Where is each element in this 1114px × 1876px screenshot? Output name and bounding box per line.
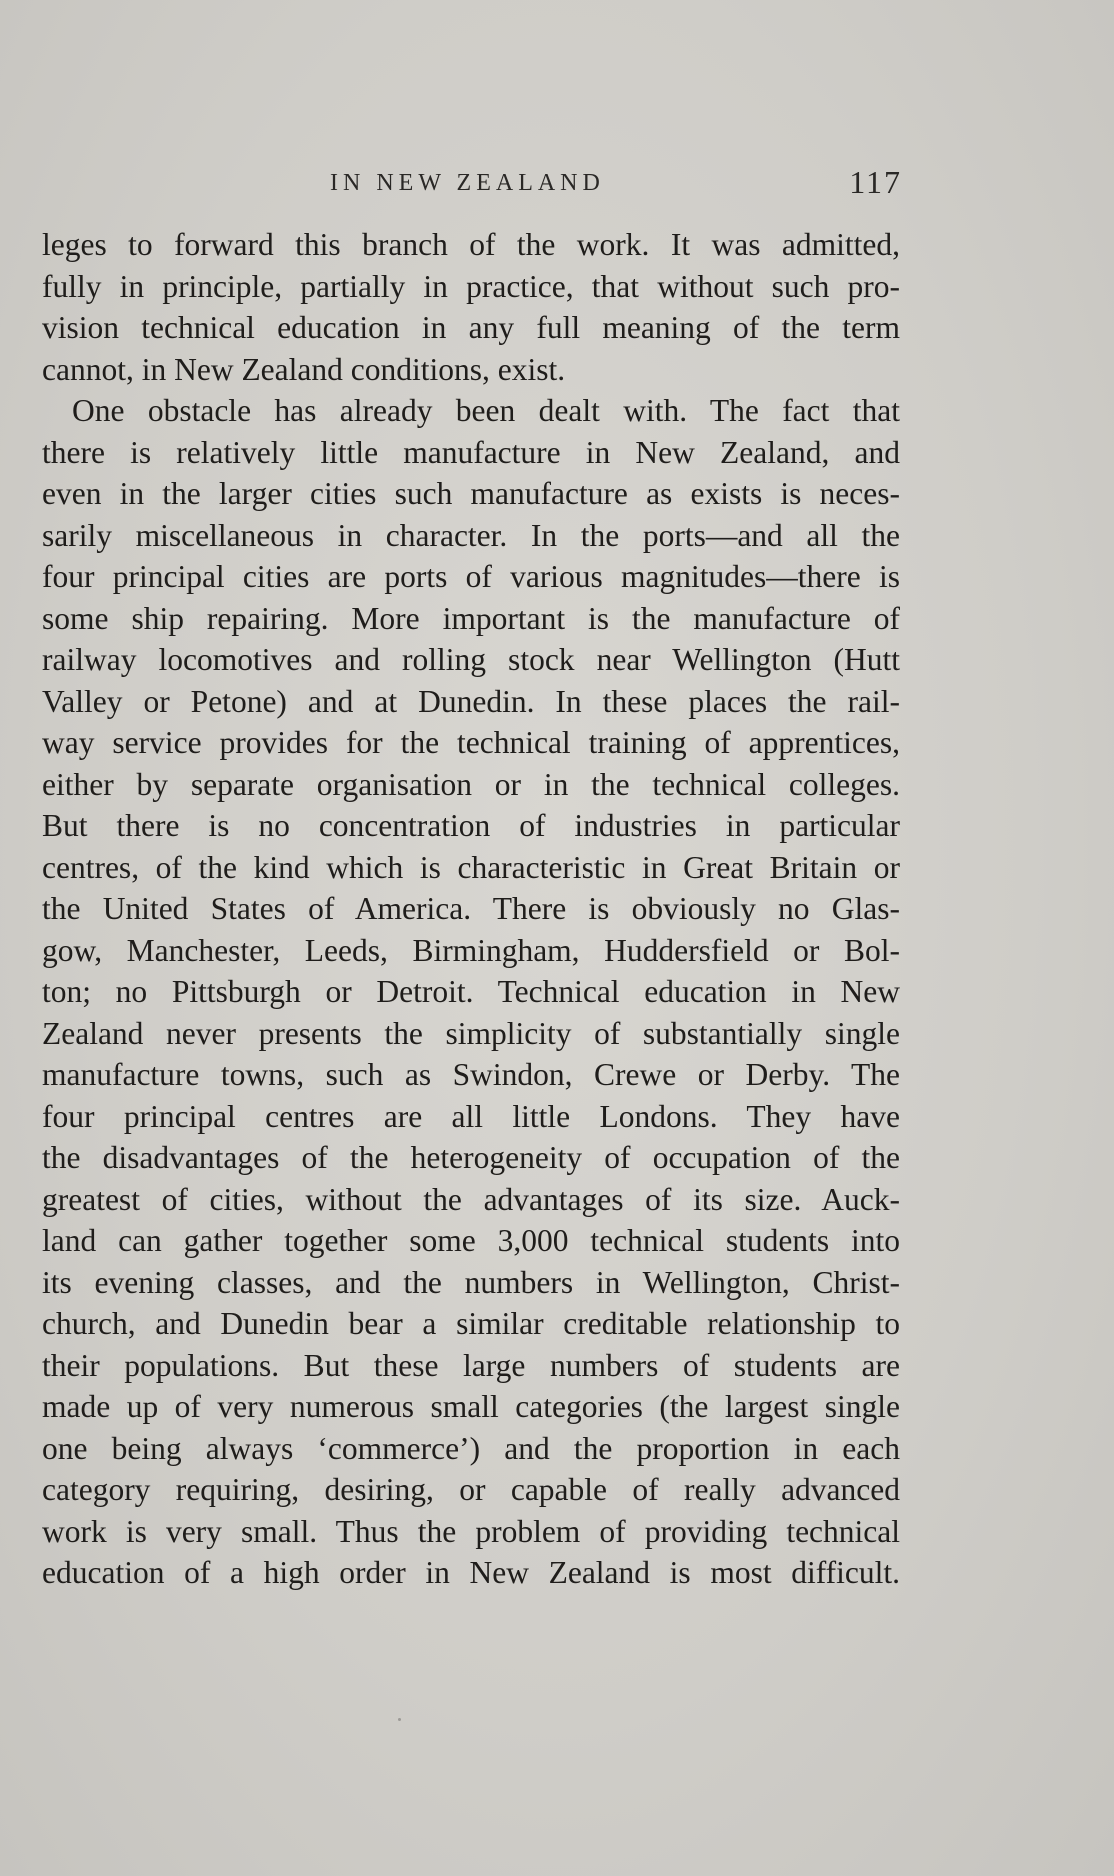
running-title: IN NEW ZEALAND — [330, 170, 605, 196]
text-line: centres, of the kind which is characteristic in Great Britain or — [42, 849, 900, 885]
paper-speck — [398, 1718, 401, 1721]
text-line: ton; no Pittsburgh or Detroit. Technical education in New — [42, 974, 900, 1009]
text-line: education of a high order in New Zealand is most difficult. — [42, 1555, 900, 1590]
text-line: category requiring, desiring, or capable of really advanced — [42, 1472, 900, 1507]
text-line: church, and Dunedin bear a similar creditable relationship to — [42, 1306, 900, 1341]
text-line: four principal cities are ports of various magnitudes—there is — [42, 559, 900, 594]
text-line: one being always ‘commerce’) and the proportion in each — [42, 1430, 900, 1466]
running-head — [40, 162, 902, 202]
text-line: One obstacle has already been dealt with. The fact that — [72, 393, 900, 428]
text-line: Valley or Petone) and at Dunedin. In these places the rail- — [42, 683, 900, 719]
text-line: even in the larger cities such manufacture as exists is neces- — [42, 476, 900, 511]
text-line: the disadvantages of the heterogeneity of occupation of the — [42, 1140, 900, 1175]
text-line: the United States of America. There is obviously no Glas- — [42, 891, 900, 926]
text-line: railway locomotives and rolling stock near Wellington (Hutt — [42, 642, 900, 677]
paragraph — [42, 390, 900, 1594]
text-line: fully in principle, partially in practice, that without such pro- — [42, 268, 900, 304]
page-number: 117 — [849, 164, 902, 200]
text-line: But there is no concentration of industries in particular — [42, 808, 900, 843]
text-line: made up of very numerous small categories (the largest single — [42, 1389, 900, 1424]
text-line: either by separate organisation or in the technical colleges. — [42, 766, 900, 802]
text-line: cannot, in New Zealand conditions, exist. — [42, 351, 566, 387]
text-line: greatest of cities, without the advantages of its size. Auck- — [42, 1181, 900, 1217]
text-line: there is relatively little manufacture in New Zealand, and — [42, 434, 900, 470]
text-line: manufacture towns, such as Swindon, Crewe or Derby. The — [42, 1057, 900, 1092]
text-line: sarily miscellaneous in character. In the ports—and all the — [42, 517, 900, 553]
text-line: work is very small. Thus the problem of providing technical — [42, 1513, 900, 1549]
body-text — [42, 224, 900, 1594]
text-line: Zealand never presents the simplicity of substantially single — [42, 1015, 900, 1051]
text-line: gow, Manchester, Leeds, Birmingham, Huddersfield or Bol- — [42, 932, 900, 968]
text-line: leges to forward this branch of the work. It was admitted, — [42, 227, 900, 262]
text-line: way service provides for the technical training of apprentices, — [42, 725, 900, 760]
text-line: their populations. But these large numbers of students are — [42, 1347, 900, 1383]
text-line: land can gather together some 3,000 technical students into — [42, 1223, 900, 1258]
text-line: vision technical education in any full meaning of the term — [42, 310, 900, 345]
text-line: its evening classes, and the numbers in Wellington, Christ- — [42, 1264, 900, 1300]
text-line: four principal centres are all little Londons. They have — [42, 1098, 900, 1134]
paragraph — [42, 224, 900, 390]
text-line: some ship repairing. More important is the manufacture of — [42, 600, 900, 636]
